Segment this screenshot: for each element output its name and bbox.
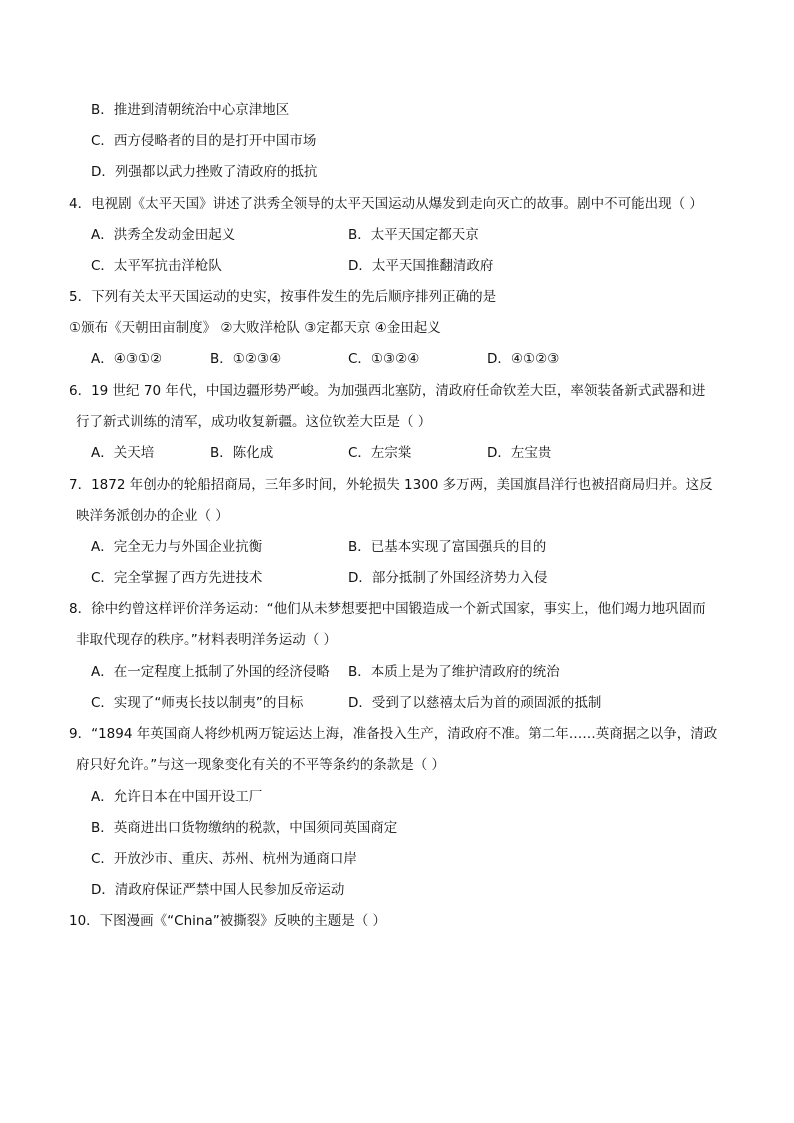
q5-option-a: A．④③①② <box>91 351 163 367</box>
q6-option-b: B．陈化成 <box>210 445 274 461</box>
q5-option-b: B．①②③④ <box>210 351 282 367</box>
q8-stem-line2: 非取代现存的秩序。”材料表明洋务运动（ ） <box>76 632 338 648</box>
q4-option-c: C．太平军抗击洋枪队 <box>91 258 222 274</box>
q9-stem-line2: 府只好允许。”与这一现象变化有关的不平等条约的条款是（ ） <box>76 757 446 773</box>
q6-stem-line1: 6．19 世纪 70 年代，中国边疆形势严峻。为加强西北塞防，清政府任命钦差大臣，率领装备新式武器和进 <box>69 383 706 399</box>
q9-option-b: B．英商进出口货物缴纳的税款，中国须同英国商定 <box>91 820 398 836</box>
q5-option-c: C．①③②④ <box>348 351 420 367</box>
q6-option-c: C．左宗棠 <box>348 445 412 461</box>
q6-stem-line2: 行了新式训练的清军，成功收复新疆。这位钦差大臣是（ ） <box>76 414 432 430</box>
q4-option-b: B．太平天国定都天京 <box>348 227 479 243</box>
q7-option-d: D．部分抵制了外国经济势力入侵 <box>348 570 548 586</box>
q8-option-d: D．受到了以慈禧太后为首的顽固派的抵制 <box>348 695 602 711</box>
q9-stem-line1: 9．“1894 年英国商人将纱机两万锭运达上海，准备投入生产，清政府不准。第二年……英商据之以争，清政 <box>69 726 718 742</box>
q6-option-d: D．左宝贵 <box>487 445 552 461</box>
q4-option-d: D．太平天国推翻清政府 <box>348 258 494 274</box>
q7-stem-line1: 7．1872 年创办的轮船招商局，三年多时间，外轮损失 1300 多万两，美国旗昌洋行也被招商局归并。这反 <box>69 477 713 493</box>
q3-option-c: C．西方侵略者的目的是打开中国市场 <box>91 133 317 149</box>
q4-option-a: A．洪秀全发动金田起义 <box>91 227 236 243</box>
q8-option-a: A．在一定程度上抵制了外国的经济侵略 <box>91 664 330 680</box>
q7-stem-line2: 映洋务派创办的企业（ ） <box>76 508 229 524</box>
q8-option-b: B．本质上是为了维护清政府的统治 <box>348 664 560 680</box>
q5-stem: 5．下列有关太平天国运动的史实，按事件发生的先后顺序排列正确的是 <box>69 289 497 305</box>
q9-option-c: C．开放沙市、重庆、苏州、杭州为通商口岸 <box>91 851 357 867</box>
q6-option-a: A．关天培 <box>91 445 155 461</box>
q9-option-d: D．清政府保证严禁中国人民参加反帝运动 <box>91 882 345 898</box>
q5-option-d: D．④①②③ <box>487 351 560 367</box>
q7-option-b: B．已基本实现了富国强兵的目的 <box>348 539 547 555</box>
q8-stem-line1: 8．徐中约曾这样评价洋务运动：“他们从未梦想要把中国锻造成一个新式国家，事实上，他们竭力地巩固而 <box>69 601 706 617</box>
q5-events: ①颁布《天朝田亩制度》 ②大败洋枪队 ③定都天京 ④金田起义 <box>69 320 441 336</box>
q3-option-d: D．列强都以武力挫败了清政府的抵抗 <box>91 164 318 180</box>
q8-option-c: C．实现了“师夷长技以制夷”的目标 <box>91 695 304 711</box>
q4-stem: 4．电视剧《太平天国》讲述了洪秀全领导的太平天国运动从爆发到走向灭亡的故事。剧中不可能出现（ ） <box>69 196 703 212</box>
q9-option-a: A．允许日本在中国开设工厂 <box>91 789 263 805</box>
q3-option-b: B．推进到清朝统治中心京津地区 <box>91 102 290 118</box>
q6-options-row <box>0 442 794 464</box>
q5-options-row <box>0 348 794 370</box>
q7-option-c: C．完全掌握了西方先进技术 <box>91 570 263 586</box>
q7-option-a: A．完全无力与外国企业抗衡 <box>91 539 263 555</box>
q10-stem: 10．下图漫画《“China”被撕裂》反映的主题是（ ） <box>69 913 387 929</box>
